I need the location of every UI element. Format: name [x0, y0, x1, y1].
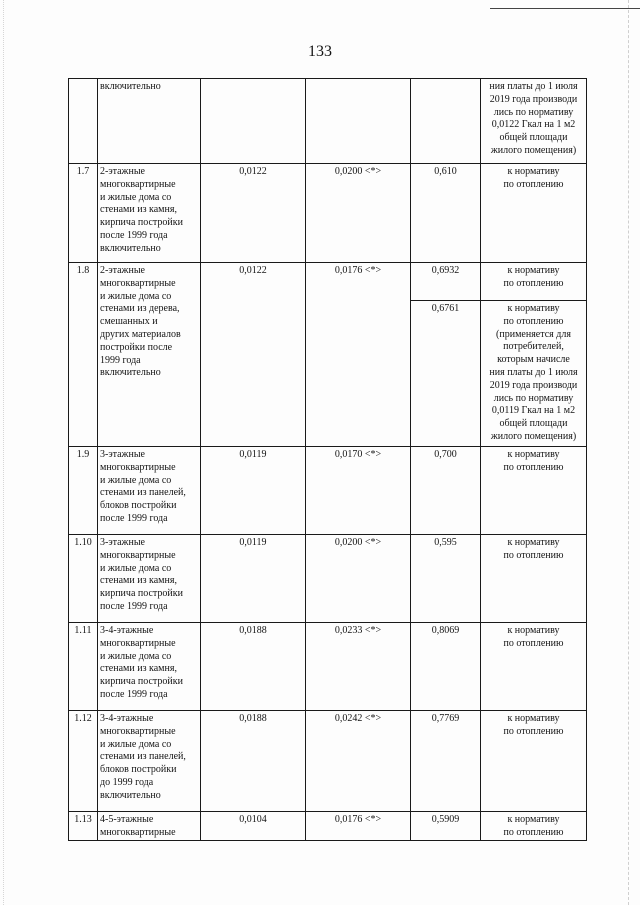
page-number: 133 — [308, 43, 332, 60]
table-row — [69, 812, 587, 841]
value-col-3: 0,595 — [411, 535, 481, 623]
value-col-3: 0,7769 — [411, 711, 481, 812]
note-cell: к нормативу по отоплению — [481, 164, 587, 263]
table-row — [69, 623, 587, 711]
row-number: 1.8 — [69, 263, 98, 447]
value-col-2: 0,0176 <*> — [306, 812, 411, 841]
note-cell: ния платы до 1 июля 2019 года производи лись по нормативу 0,0122 Гкал на 1 м2 общей площади жилого помещения) — [481, 79, 587, 164]
value-col-3: 0,610 — [411, 164, 481, 263]
row-number: 1.13 — [69, 812, 98, 841]
value-col-2: 0,0176 <*> — [306, 263, 411, 447]
note-cell: к нормативу по отоплению — [481, 711, 587, 812]
building-description: 3-4-этажные многоквартирные и жилые дома со стенами из панелей, блоков постройки до 1999 года включительно — [98, 711, 201, 812]
row-number — [69, 79, 98, 164]
value-col-2: 0,0170 <*> — [306, 447, 411, 535]
value-col-3: 0,6761 — [411, 301, 481, 447]
row-number: 1.9 — [69, 447, 98, 535]
value-col-3: 0,8069 — [411, 623, 481, 711]
building-description: включительно — [98, 79, 201, 164]
building-description: 3-этажные многоквартирные и жилые дома со стенами из панелей, блоков постройки после 1999 года — [98, 447, 201, 535]
note-cell: к нормативу по отоплению — [481, 812, 587, 841]
row-number: 1.7 — [69, 164, 98, 263]
value-col-3 — [411, 79, 481, 164]
value-col-2: 0,0233 <*> — [306, 623, 411, 711]
value-col-1: 0,0119 — [201, 447, 306, 535]
value-col-1: 0,0104 — [201, 812, 306, 841]
value-col-1: 0,0188 — [201, 711, 306, 812]
building-description: 3-4-этажные многоквартирные и жилые дома со стенами из камня, кирпича постройки после 1999 года — [98, 623, 201, 711]
table-row — [69, 263, 587, 301]
norms-table — [68, 78, 587, 841]
building-description: 3-этажные многоквартирные и жилые дома со стенами из камня, кирпича постройки после 1999 года — [98, 535, 201, 623]
table-row — [69, 535, 587, 623]
value-col-1: 0,0188 — [201, 623, 306, 711]
value-col-1: 0,0122 — [201, 263, 306, 447]
table-row — [69, 447, 587, 535]
table-row — [69, 711, 587, 812]
note-cell: к нормативу по отоплению — [481, 263, 587, 301]
note-cell: к нормативу по отоплению (применяется для потребителей, которым начисле ния платы до 1 июля 2019 года производи лись по нормативу 0,0119 Гкал на 1 м2 общей площади жилого помещения) — [481, 301, 587, 447]
row-number: 1.11 — [69, 623, 98, 711]
note-cell: к нормативу по отоплению — [481, 623, 587, 711]
value-col-3: 0,6932 — [411, 263, 481, 301]
table-row — [69, 79, 587, 164]
building-description: 2-этажные многоквартирные и жилые дома со стенами из дерева, смешанных и других материалов постройки после 1999 года включительно — [98, 263, 201, 447]
value-col-1: 0,0119 — [201, 535, 306, 623]
value-col-2 — [306, 79, 411, 164]
row-number: 1.12 — [69, 711, 98, 812]
scan-edge-left — [3, 0, 4, 905]
value-col-3: 0,5909 — [411, 812, 481, 841]
value-col-2: 0,0200 <*> — [306, 535, 411, 623]
note-cell: к нормативу по отоплению — [481, 447, 587, 535]
scan-artifact-line — [490, 8, 640, 9]
building-description: 2-этажные многоквартирные и жилые дома со стенами из камня, кирпича постройки после 1999 года включительно — [98, 164, 201, 263]
note-cell: к нормативу по отоплению — [481, 535, 587, 623]
building-description: 4-5-этажные многоквартирные — [98, 812, 201, 841]
row-number: 1.10 — [69, 535, 98, 623]
table-row — [69, 164, 587, 263]
value-col-2: 0,0200 <*> — [306, 164, 411, 263]
scan-edge-right — [628, 0, 629, 905]
value-col-2: 0,0242 <*> — [306, 711, 411, 812]
value-col-1: 0,0122 — [201, 164, 306, 263]
value-col-1 — [201, 79, 306, 164]
value-col-3: 0,700 — [411, 447, 481, 535]
